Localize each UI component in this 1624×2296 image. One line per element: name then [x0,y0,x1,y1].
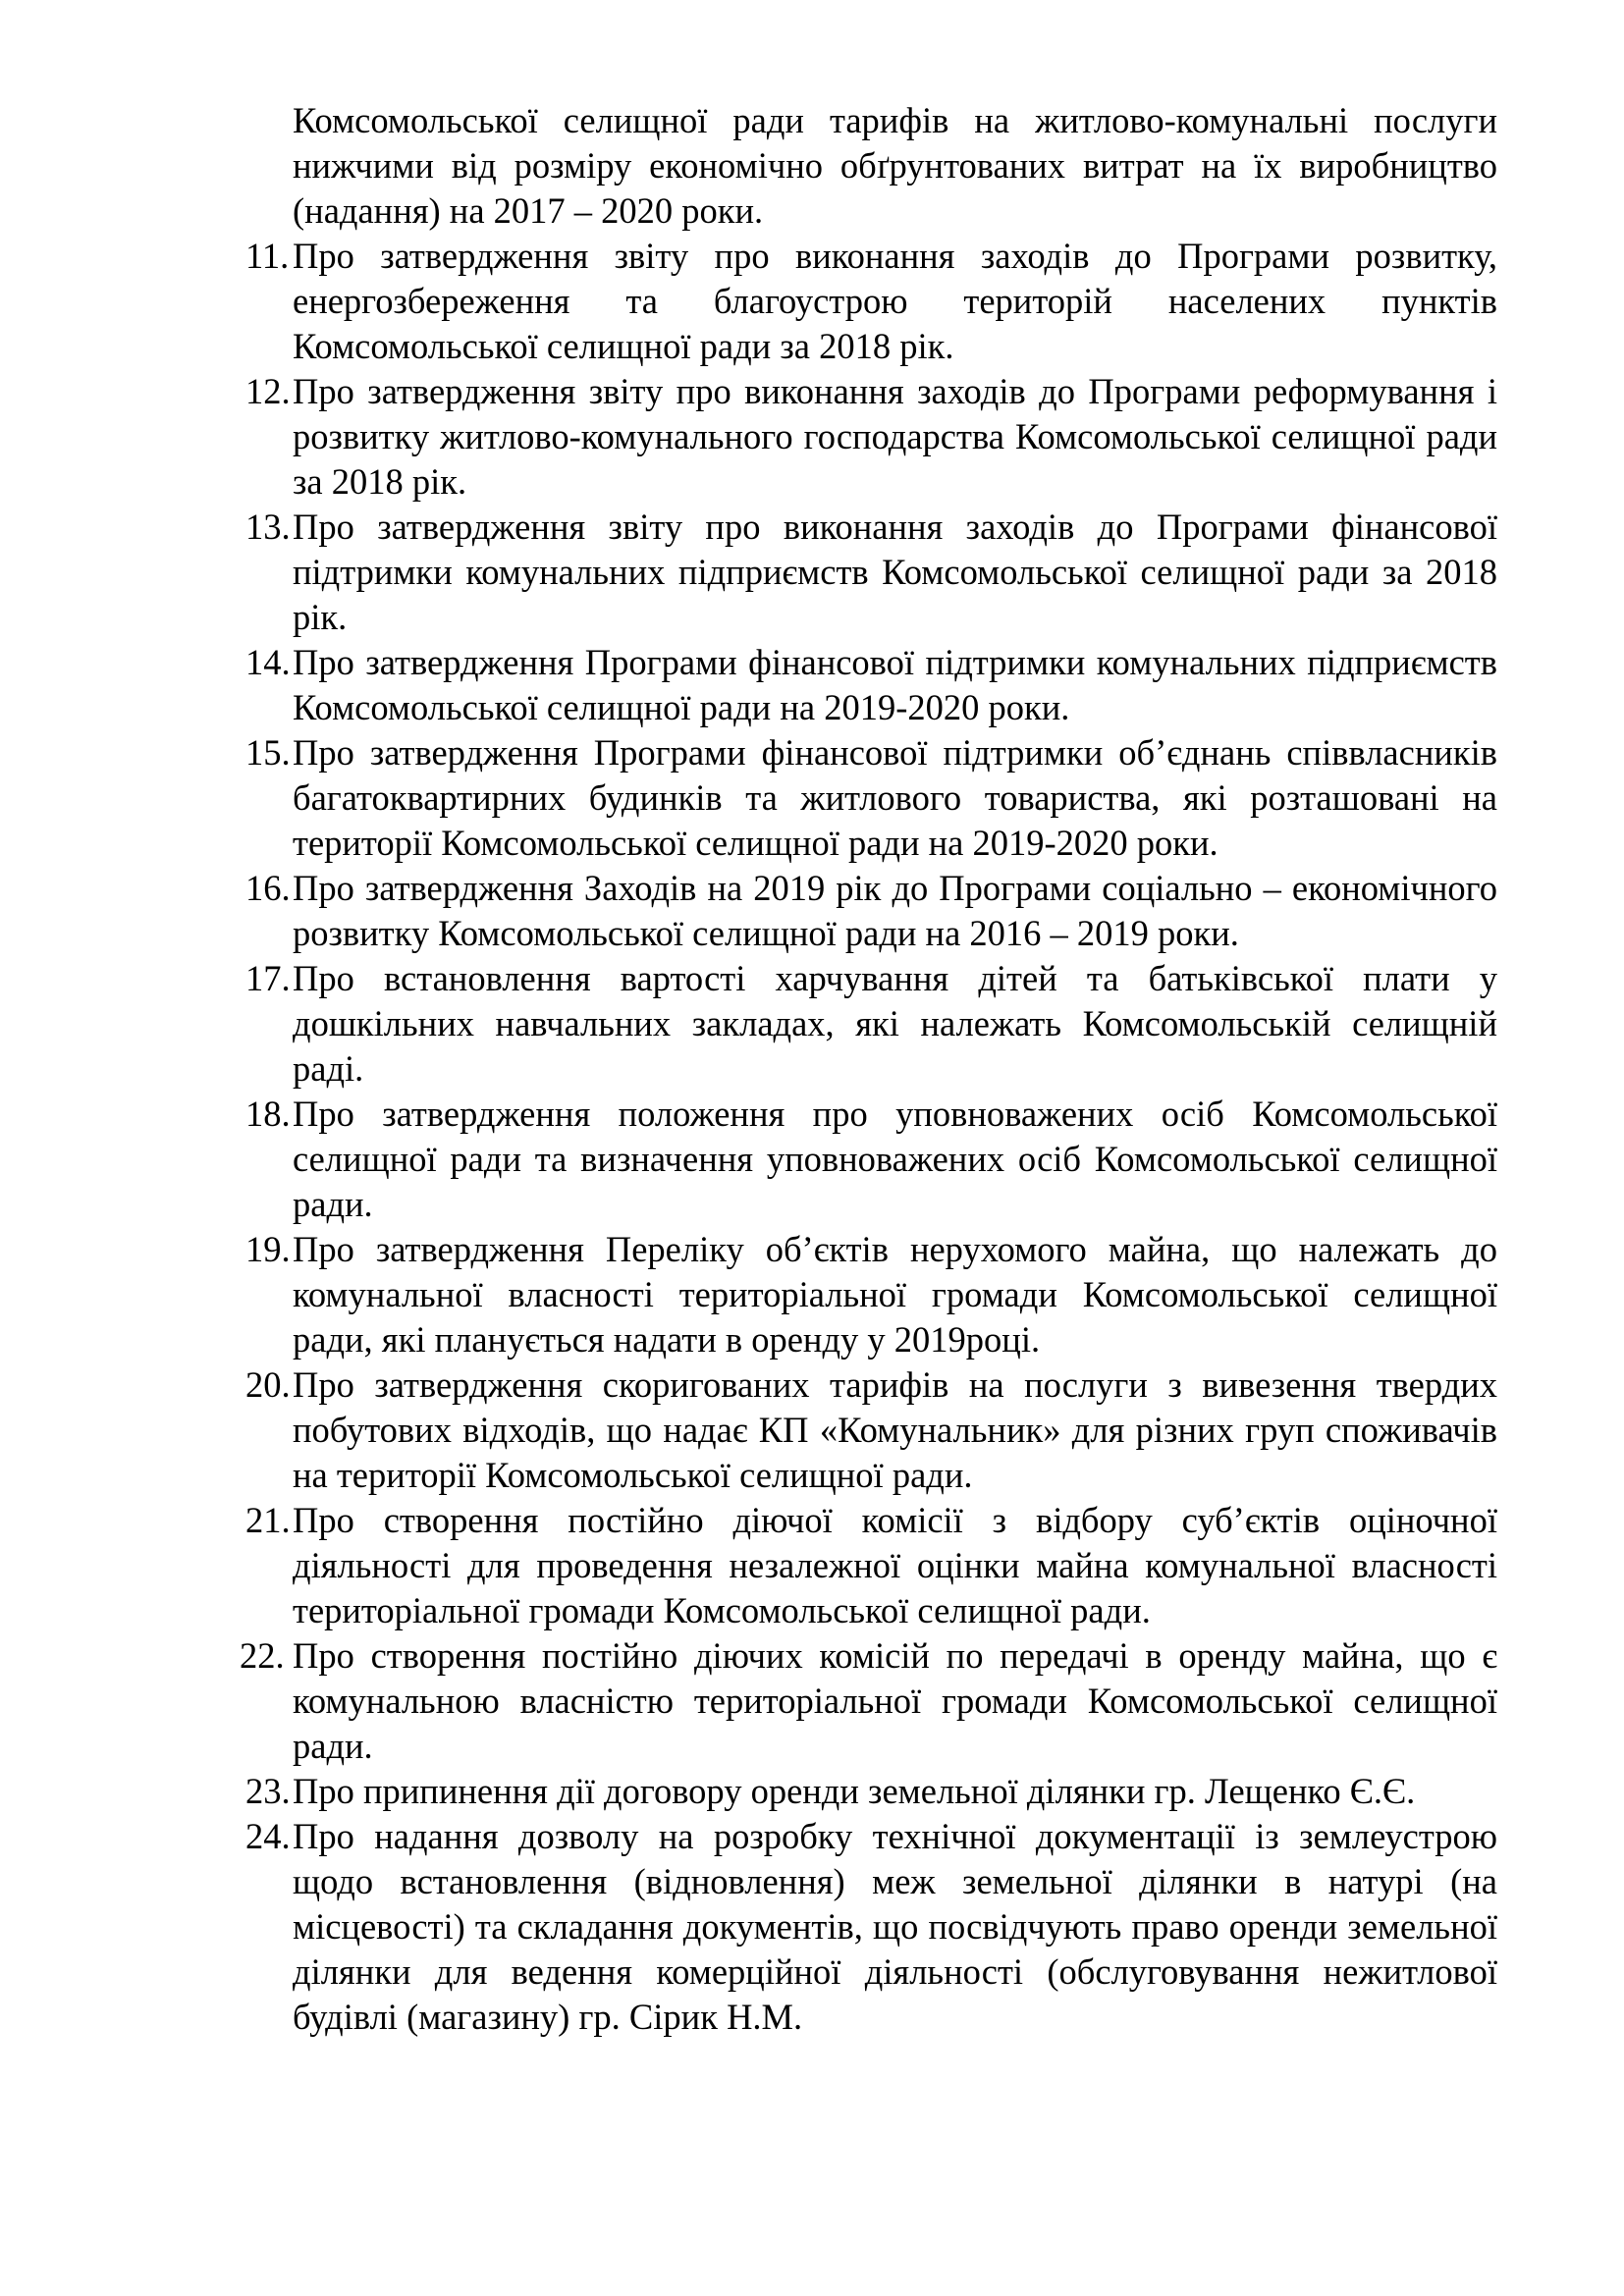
item-text: Про встановлення вартості харчування дітей та батьківської плати у дошкільних навчальних закладах, які належать Комсомольській селищній раді. [293,958,1497,1089]
item-number: 23. [245,1771,291,1811]
agenda-item [245,1814,1497,2040]
item-text: Про затвердження звіту про виконання заходів до Програми фінансової підтримки комунальних підприємств Комсомольської селищної ради за 2018 рік. [293,507,1497,637]
item-number: 19. [245,1229,291,1269]
item-number: 18. [245,1094,291,1134]
item-text: Про затвердження Програми фінансової підтримки об’єднань співвласників багатоквартирних будинків та житлового товариства, які розташовані на території Комсомольської селищної ради на 2019-2020 роки. [293,732,1497,863]
agenda-item [245,505,1497,640]
agenda-item [245,956,1497,1092]
item-number: 14. [245,642,291,682]
item-number: 24. [245,1816,291,1856]
item-number: 21. [245,1500,291,1540]
item-text: Про затвердження Заходів на 2019 рік до Програми соціально – економічного розвитку Комсомольської селищної ради на 2016 – 2019 роки. [293,868,1497,953]
agenda-item [245,1362,1497,1498]
agenda-item [245,1769,1497,1814]
agenda-item [245,866,1497,956]
item-number: 22. [240,1635,285,1676]
agenda-item [245,1092,1497,1227]
item-text: Про затвердження скоригованих тарифів на послуги з вивезення твердих побутових відходів, що надає КП «Комунальник» для різних груп споживачів на території Комсомольської селищної ради. [293,1364,1497,1495]
item-text: Про затвердження положення про уповноважених осіб Комсомольської селищної ради та визначення уповноважених осіб Комсомольської селищної ради. [293,1094,1497,1224]
agenda-list [240,234,1497,2040]
agenda-item [245,1498,1497,1633]
intro-continuation: Комсомольської селищної ради тарифів на житлово-комунальні послуги нижчими від розміру економічно обґрунтованих витрат на їх виробництво (надання) на 2017 – 2020 роки. [293,100,1497,231]
item-text: Про затвердження Переліку об’єктів нерухомого майна, що належать до комунальної власності територіальної громади Комсомольської селищної ради, які планується надати в оренду у 2019році. [293,1229,1497,1360]
agenda-item [245,640,1497,730]
item-number: 13. [245,507,291,547]
document-body [240,98,1497,2040]
item-number: 20. [245,1364,291,1405]
item-text: Про затвердження звіту про виконання заходів до Програми реформування і розвитку житлово-комунального господарства Комсомольської селищної ради за 2018 рік. [293,371,1497,502]
agenda-item [245,730,1497,866]
agenda-item [245,234,1497,369]
item-number: 15. [245,732,291,773]
agenda-item [240,1633,1497,1769]
agenda-item [245,1227,1497,1362]
item-number: 16. [245,868,291,908]
item-text: Про створення постійно діючих комісій по передачі в оренду майна, що є комунальною власністю територіальної громади Комсомольської селищної ради. [293,1635,1497,1766]
agenda-item [245,369,1497,505]
item-number: 11. [245,236,290,276]
item-text: Про створення постійно діючої комісії з відбору суб’єктів оціночної діяльності для проведення незалежної оцінки майна комунальної власності територіальної громади Комсомольської селищної ради. [293,1500,1497,1630]
item-text: Про затвердження звіту про виконання заходів до Програми розвитку, енергозбереження та благоустрою територій населених пунктів Комсомольської селищної ради за 2018 рік. [293,236,1497,366]
item-text: Про надання дозволу на розробку технічної документації із землеустрою щодо встановлення (відновлення) меж земельної ділянки в натурі (на місцевості) та складання документів, що посвідчують право оренди земельної ділянки для ведення комерційної діяльності (обслуговування нежитлової будівлі (магазину) гр. Сірик Н.М. [293,1816,1497,2037]
item-number: 17. [245,958,291,998]
item-text: Про затвердження Програми фінансової підтримки комунальних підприємств Комсомольської селищної ради на 2019-2020 роки. [293,642,1497,727]
item-number: 12. [245,371,291,411]
item-text: Про припинення дії договору оренди земельної ділянки гр. Лещенко Є.Є. [293,1771,1416,1811]
